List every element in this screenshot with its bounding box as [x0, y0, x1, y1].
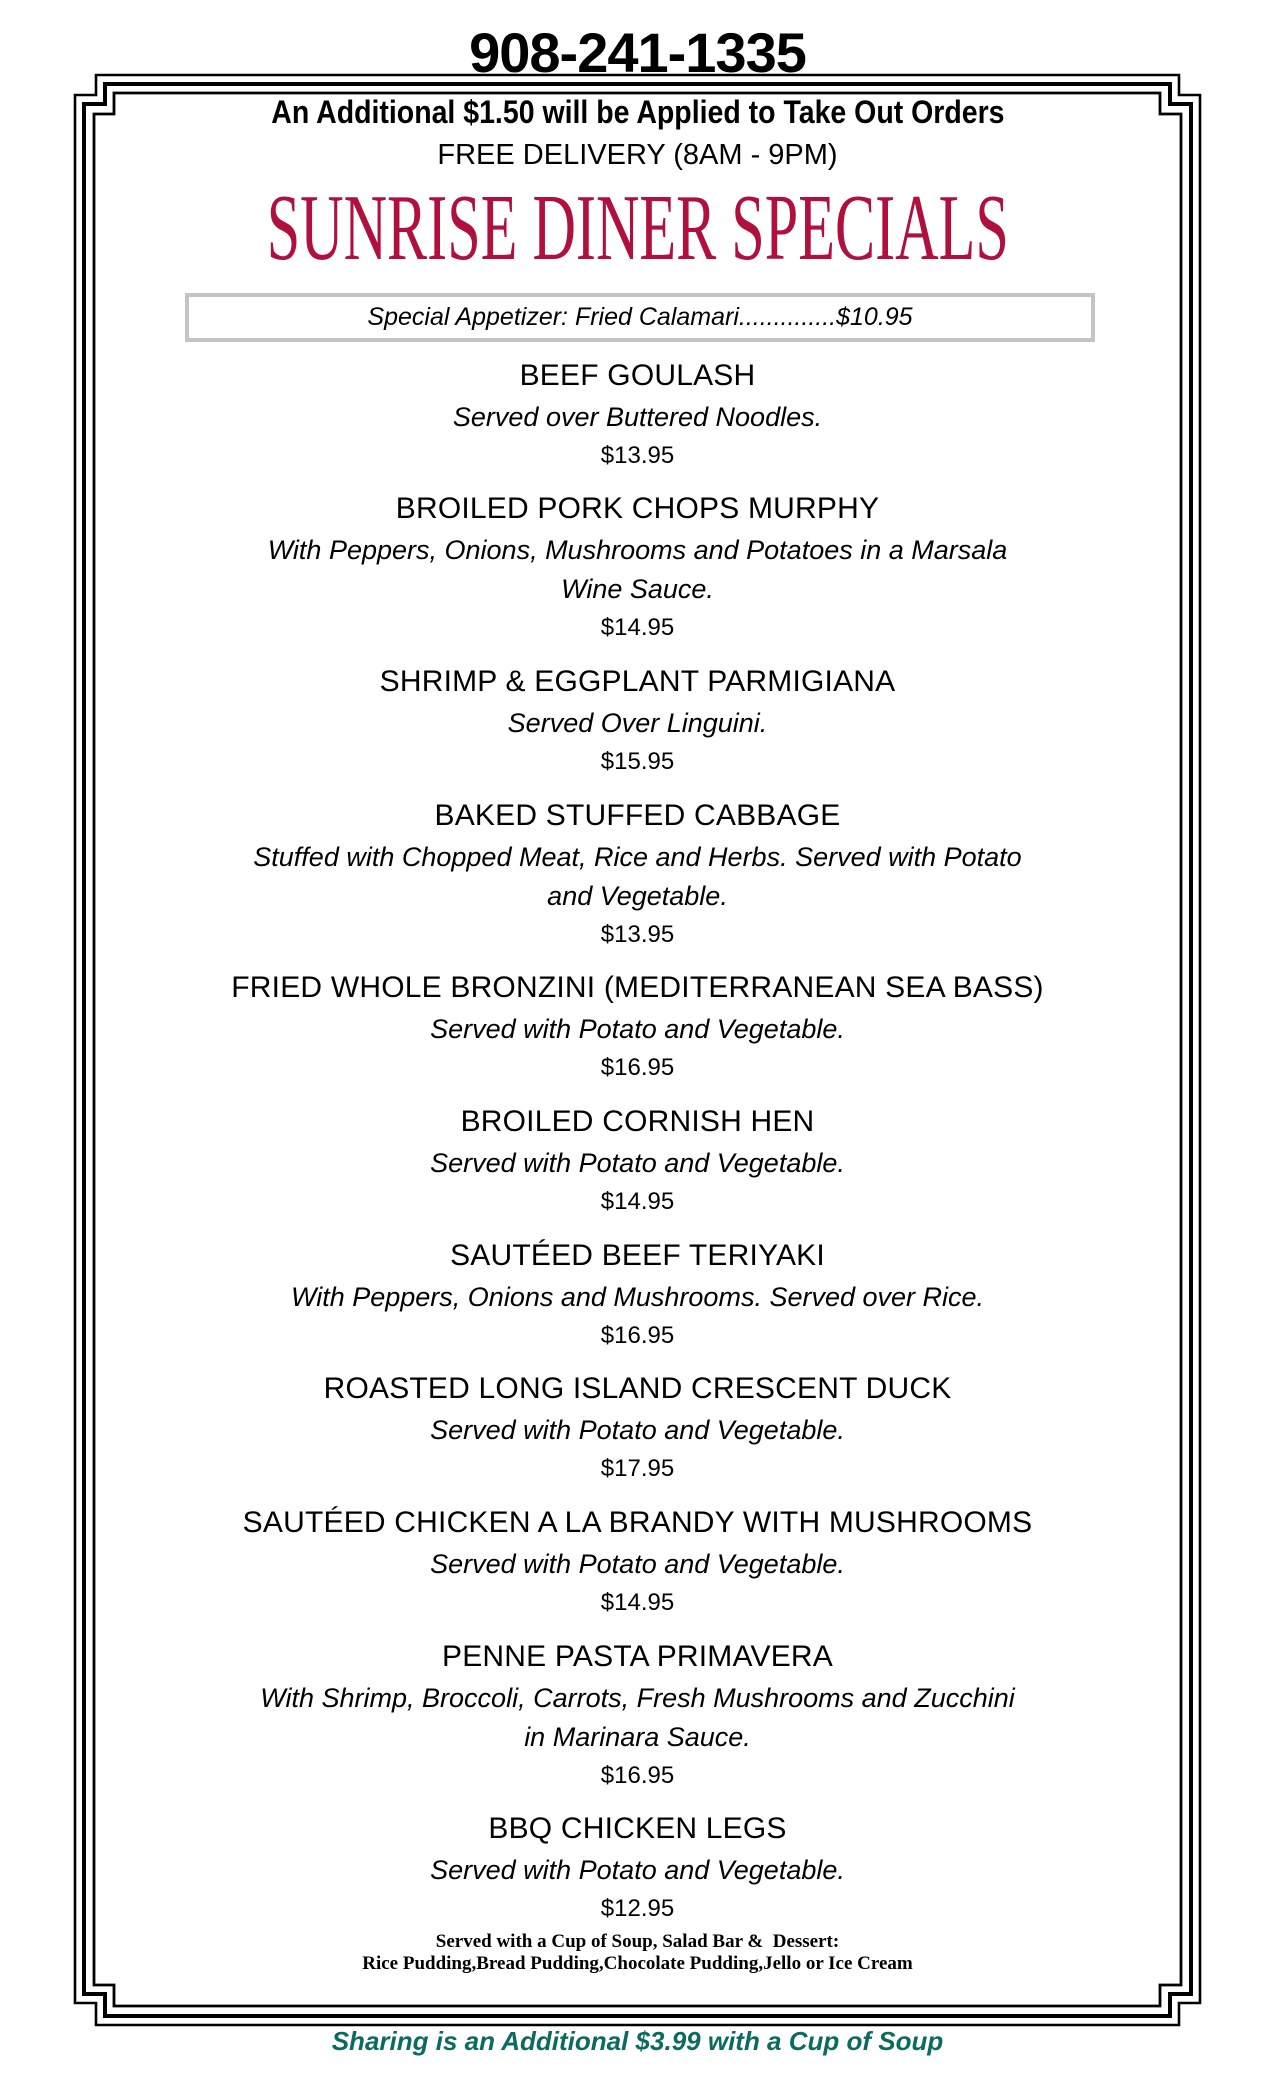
menu-item-price: $13.95 [600, 920, 675, 948]
menu-item-name: PENNE PASTA PRIMAVERA [442, 1639, 833, 1673]
menu-item [110, 965, 1165, 1086]
menu-item [110, 1099, 1165, 1220]
menu-item-description: Served with Potato and Vegetable. [430, 1415, 845, 1446]
menu-item-description: With Peppers, Onions, Mushrooms and Potatoes in a Marsala [267, 535, 1008, 566]
menu-item-description: Served over Buttered Noodles. [452, 401, 823, 432]
menu-item [110, 486, 1165, 646]
menu-item [110, 793, 1165, 953]
menu-item-description: With Shrimp, Broccoli, Carrots, Fresh Mushrooms and Zucchini [260, 1682, 1015, 1713]
menu-item-description: in Marinara Sauce. [524, 1721, 751, 1752]
menu-item-description: With Peppers, Onions and Mushrooms. Served over Rice. [290, 1281, 985, 1312]
menu-item [110, 1233, 1165, 1354]
menu-item-description: Served with Potato and Vegetable. [430, 1014, 845, 1045]
menu-item-name: BEEF GOULASH [519, 358, 756, 392]
menu-item-description: and Vegetable. [547, 880, 728, 911]
takeout-notice-row [0, 96, 1275, 128]
menu-item-price: $16.95 [600, 1054, 675, 1082]
menu-item-name: SHRIMP & EGGPLANT PARMIGIANA [379, 664, 896, 698]
menu-item-description: Served with Potato and Vegetable. [430, 1147, 845, 1178]
menu-item-price: $13.95 [600, 441, 675, 469]
page-title-row [0, 176, 1275, 280]
menu-item-description: Served Over Linguini. [507, 707, 768, 738]
menu-item-description: Served with Potato and Vegetable. [430, 1549, 845, 1579]
phone-number: 908-241-1335 [469, 21, 806, 84]
menu-item-price: $14.95 [600, 1589, 675, 1616]
menu-item-price: $17.95 [600, 1455, 675, 1483]
menu-item-name: SAUTÉED CHICKEN A LA BRANDY WITH MUSHROOMS [242, 1506, 1033, 1539]
menu-item-description: Served with Potato and Vegetable. [430, 1855, 845, 1886]
takeout-notice: An Additional $1.50 will be Applied to Take Out Orders [270, 94, 1005, 130]
menu-item [110, 1366, 1165, 1487]
menu-item-price: $15.95 [600, 747, 675, 775]
menu-item-name: SAUTÉED BEEF TERIYAKI [450, 1238, 825, 1272]
specials-list [110, 353, 1165, 1976]
menu-item-price: $14.95 [600, 1187, 675, 1215]
menu-item-price: $12.95 [600, 1895, 675, 1923]
menu-item-description: Stuffed with Chopped Meat, Rice and Herbs. Served with Potato [253, 841, 1022, 872]
menu-item [110, 353, 1165, 474]
menu-item-name: FRIED WHOLE BRONZINI (MEDITERRANEAN SEA BASS) [231, 971, 1044, 1005]
served-with-line-2: Rice Pudding,Bread Pudding,Chocolate Pudding,Jello or Ice Cream [362, 1953, 913, 1975]
menu-item [110, 659, 1165, 780]
menu-item [110, 1806, 1165, 1927]
menu-item-price: $16.95 [600, 1761, 675, 1789]
menu-item [110, 1634, 1165, 1794]
special-appetizer-box [185, 293, 1095, 342]
served-with-line-1: Served with a Cup of Soup, Salad Bar & Dessert: [435, 1931, 840, 1953]
served-with-note [110, 1931, 1165, 1975]
special-appetizer-text: Special Appetizer: Fried Calamari..............$10.95 [367, 303, 913, 331]
page-title: SUNRISE DINER SPECIALS [266, 176, 1009, 280]
delivery-notice: FREE DELIVERY (8AM - 9PM) [437, 139, 838, 171]
menu-item-name: BROILED CORNISH HEN [460, 1104, 815, 1138]
menu-item-name: BAKED STUFFED CABBAGE [434, 798, 841, 832]
menu-item-price: $16.95 [600, 1321, 675, 1349]
menu-item-name: ROASTED LONG ISLAND CRESCENT DUCK [323, 1372, 952, 1406]
sharing-notice: Sharing is an Additional $3.99 with a Cup of Soup [331, 2026, 944, 2056]
menu-item-name: BROILED PORK CHOPS MURPHY [395, 492, 880, 526]
menu-item-name: BBQ CHICKEN LEGS [488, 1812, 787, 1846]
menu-item [110, 1500, 1165, 1621]
menu-item-description: Wine Sauce. [561, 574, 714, 605]
menu-item-price: $14.95 [600, 614, 675, 642]
